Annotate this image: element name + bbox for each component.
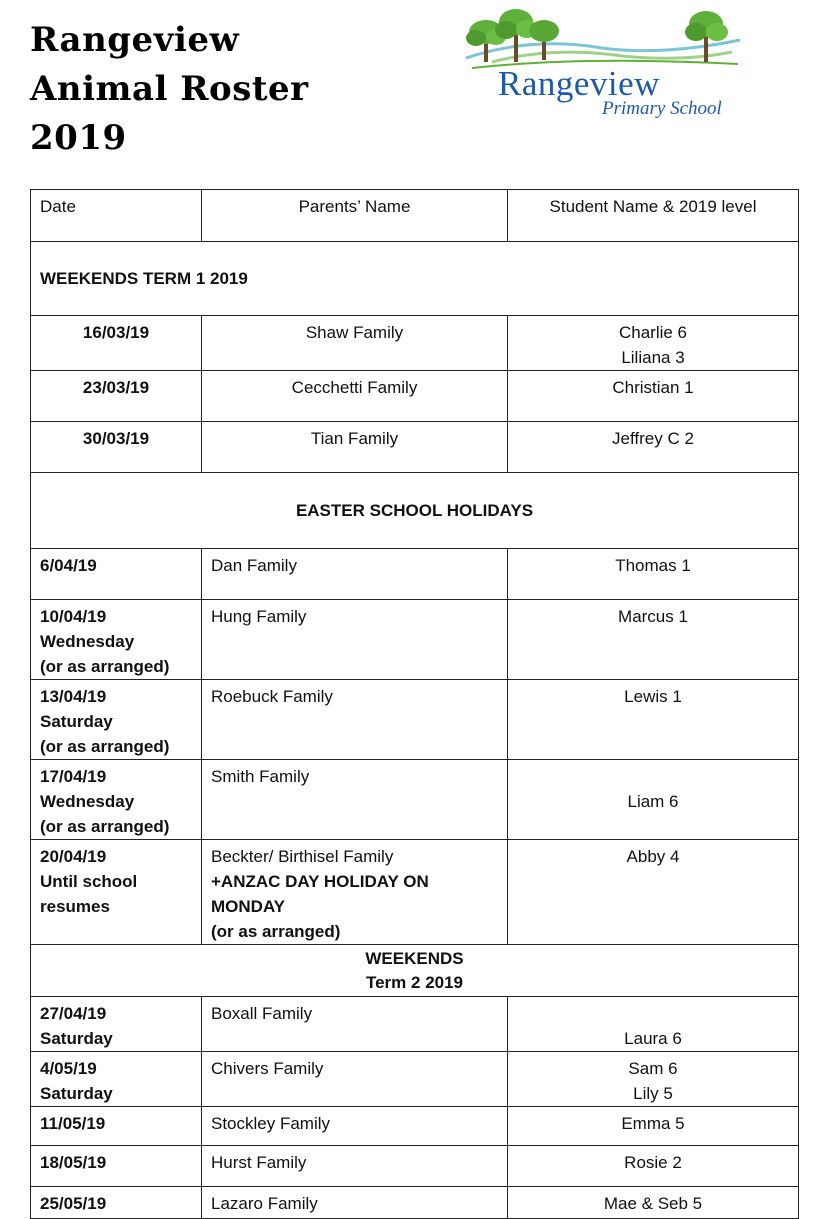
table-row [31, 1052, 799, 1107]
table-row [31, 1146, 799, 1187]
title-line-2: Animal Roster [30, 69, 309, 109]
cell-parents: Chivers Family [202, 1052, 508, 1107]
student-line: Laura 6 [624, 1029, 682, 1048]
cell-student: Thomas 1 [508, 549, 799, 600]
cell-student: Rosie 2 [508, 1146, 799, 1187]
cell-student [508, 760, 799, 840]
header-student: Student Name & 2019 level [508, 190, 799, 242]
cell-date [31, 1052, 202, 1107]
cell-parents: Smith Family [202, 760, 508, 840]
cell-date [31, 680, 202, 760]
table-row [31, 760, 799, 840]
date-note: Saturday [40, 712, 113, 731]
table-row [31, 316, 799, 371]
date-line: 4/05/19 [40, 1059, 97, 1078]
date-note: Wednesday [40, 632, 135, 651]
table-row [31, 549, 799, 600]
student-line: Charlie 6 [618, 323, 688, 342]
title-line-1: Rangeview [30, 20, 240, 60]
cell-parents: Shaw Family [202, 316, 508, 371]
cell-student: Abby 4 [508, 840, 799, 945]
cell-date: 30/03/19 [31, 422, 202, 473]
cell-parents: Cecchetti Family [202, 371, 508, 422]
date-note: (or as arranged) [40, 817, 170, 836]
cell-student: Jeffrey C 2 [508, 422, 799, 473]
parents-line: Beckter/ Birthisel Family [211, 847, 394, 866]
date-note: (or as arranged) [40, 657, 170, 676]
date-line: 17/04/19 [40, 767, 107, 786]
section-row-term2 [31, 945, 799, 997]
student-line: Lily 5 [633, 1084, 673, 1103]
cell-date: 11/05/19 [31, 1107, 202, 1146]
cell-date [31, 997, 202, 1052]
date-line: 10/04/19 [40, 607, 107, 626]
student-line: Liam 6 [627, 792, 679, 811]
table-row [31, 680, 799, 760]
cell-student: Marcus 1 [508, 600, 799, 680]
date-note: resumes [40, 897, 110, 916]
date-note: (or as arranged) [40, 737, 170, 756]
cell-student [508, 316, 799, 371]
cell-parents: Stockley Family [202, 1107, 508, 1146]
section-easter: EASTER SCHOOL HOLIDAYS [31, 473, 799, 549]
cell-date: 25/05/19 [31, 1187, 202, 1219]
table-row [31, 997, 799, 1052]
table-row [31, 371, 799, 422]
cell-date: 18/05/19 [31, 1146, 202, 1187]
section-term2-line2: Term 2 2019 [365, 973, 464, 992]
cell-parents: Hung Family [202, 600, 508, 680]
table-row [31, 1107, 799, 1146]
section-term2 [31, 945, 799, 997]
cell-date: 16/03/19 [31, 316, 202, 371]
school-logo [462, 6, 744, 124]
cell-date: 6/04/19 [31, 549, 202, 600]
cell-parents: Boxall Family [202, 997, 508, 1052]
cell-student: Emma 5 [508, 1107, 799, 1146]
date-note: Saturday [40, 1029, 113, 1048]
section-term1: WEEKENDS TERM 1 2019 [31, 242, 799, 316]
table-row [31, 422, 799, 473]
table-row [31, 840, 799, 945]
header-date: Date [31, 190, 202, 242]
parents-note: (or as arranged) [211, 922, 341, 941]
date-note: Until school [40, 872, 138, 891]
date-note: Saturday [40, 1084, 113, 1103]
cell-parents: Lazaro Family [202, 1187, 508, 1219]
cell-date [31, 760, 202, 840]
parents-note: +ANZAC DAY HOLIDAY ON [211, 872, 429, 891]
student-line: Sam 6 [628, 1059, 678, 1078]
date-note: Wednesday [40, 792, 135, 811]
cell-student: Christian 1 [508, 371, 799, 422]
cell-parents [202, 840, 508, 945]
table-row [31, 1187, 799, 1219]
cell-student [508, 997, 799, 1052]
cell-parents: Dan Family [202, 549, 508, 600]
header-parents: Parents’ Name [202, 190, 508, 242]
logo-school-name: Rangeview [498, 64, 660, 103]
cell-student: Mae & Seb 5 [508, 1187, 799, 1219]
date-line: 13/04/19 [40, 687, 107, 706]
cell-student [508, 1052, 799, 1107]
title-line-3: 2019 [30, 118, 127, 158]
cell-date [31, 840, 202, 945]
roster-table [30, 189, 799, 1219]
student-spacer [517, 764, 789, 789]
student-line: Liliana 3 [621, 348, 685, 367]
date-line: 27/04/19 [40, 1004, 107, 1023]
cell-parents: Tian Family [202, 422, 508, 473]
cell-parents: Roebuck Family [202, 680, 508, 760]
cell-parents: Hurst Family [202, 1146, 508, 1187]
header-row [31, 190, 799, 242]
student-spacer [517, 1001, 789, 1026]
cell-date [31, 600, 202, 680]
table-row [31, 600, 799, 680]
section-row-easter [31, 473, 799, 549]
cell-date: 23/03/19 [31, 371, 202, 422]
cell-student: Lewis 1 [508, 680, 799, 760]
section-term2-line1: WEEKENDS [365, 949, 464, 968]
roster-title [30, 16, 309, 163]
section-row-term1 [31, 242, 799, 316]
logo-subtitle: Primary School [602, 98, 722, 119]
date-line: 20/04/19 [40, 847, 107, 866]
parents-note: MONDAY [211, 897, 285, 916]
